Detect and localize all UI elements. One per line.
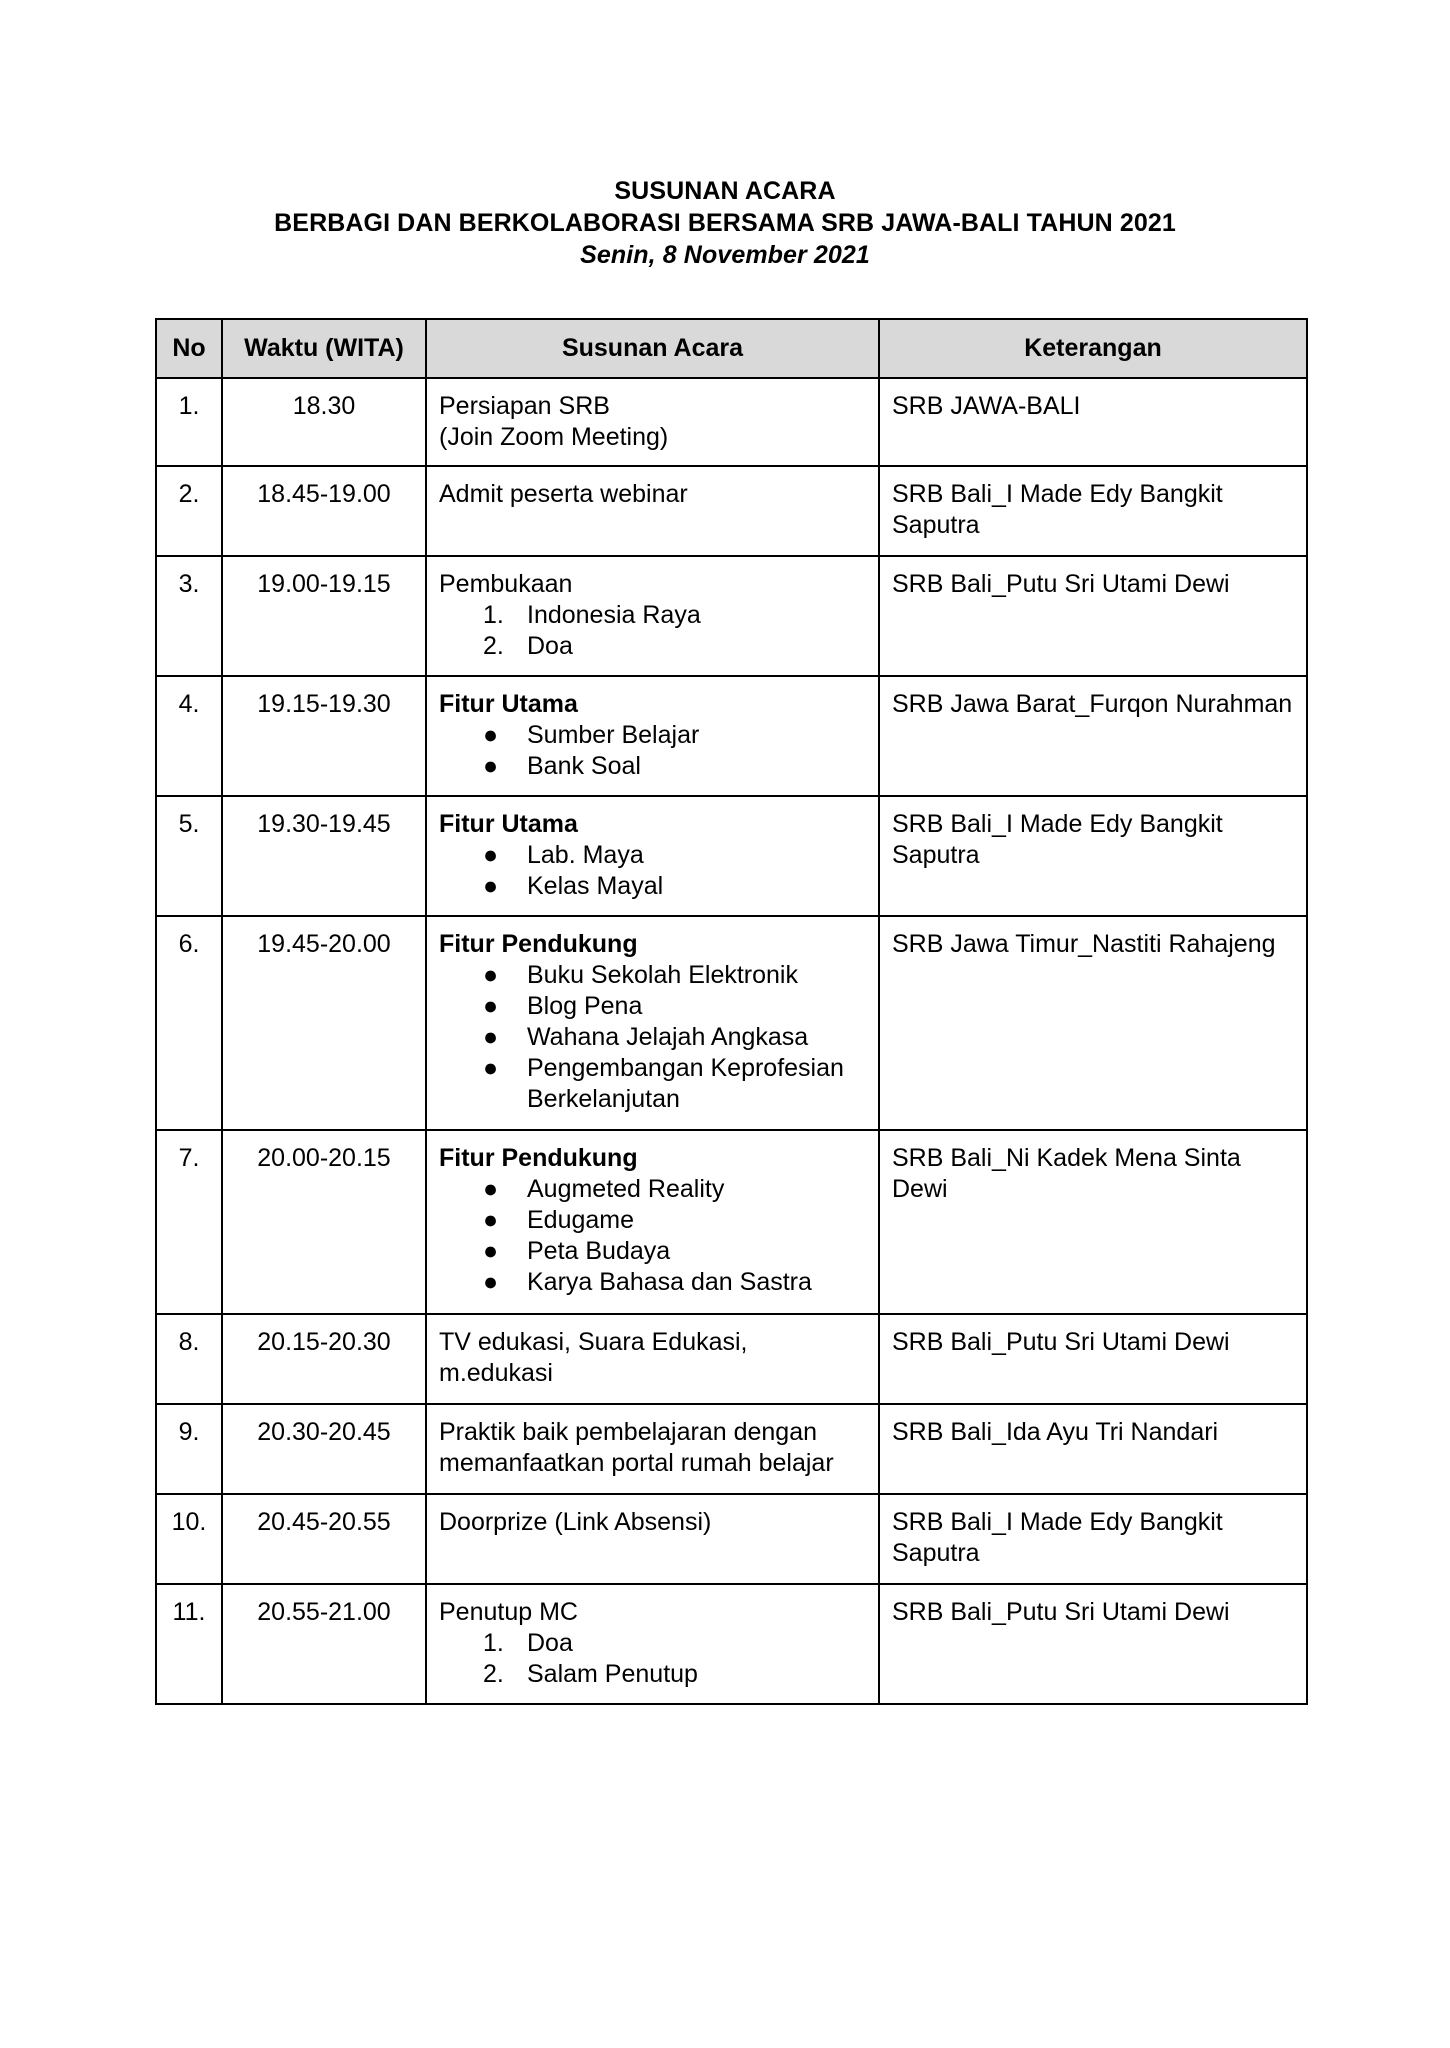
table-row (156, 1494, 1307, 1584)
list-item-text: Pengembangan Keprofesian Berkelanjutan (527, 1054, 844, 1113)
row-time: 20.30-20.45 (222, 1404, 426, 1494)
list-item-text: Lab. Maya (527, 841, 644, 869)
list-item (439, 1205, 866, 1236)
list-item-text: Wahana Jelajah Angkasa (527, 1023, 809, 1051)
row-note: SRB Jawa Timur_Nastiti Rahajeng (879, 916, 1307, 1130)
row-activity (426, 676, 879, 796)
activity-title: Fitur Utama (439, 810, 578, 838)
activity-title: Persiapan SRB (439, 392, 610, 420)
bullet-icon: ● (483, 1237, 499, 1265)
row-time: 19.30-19.45 (222, 796, 426, 916)
row-activity (426, 1404, 879, 1494)
row-time: 18.45-19.00 (222, 466, 426, 556)
row-note: SRB JAWA-BALI (879, 378, 1307, 466)
row-number: 5. (156, 796, 222, 916)
table-row (156, 796, 1307, 916)
document-title: SUSUNAN ACARA (614, 177, 836, 205)
bullet-icon: ● (483, 752, 499, 780)
list-item (439, 1628, 866, 1659)
row-time: 18.30 (222, 378, 426, 466)
list-number: 2. (483, 632, 504, 660)
row-activity (426, 1130, 879, 1314)
row-activity (426, 916, 879, 1130)
row-activity (426, 378, 879, 466)
list-item-text: Edugame (527, 1206, 635, 1234)
list-item-text: Bank Soal (527, 752, 641, 780)
row-time: 20.55-21.00 (222, 1584, 426, 1704)
activity-title: Fitur Utama (439, 690, 578, 718)
list-number: 2. (483, 1660, 504, 1688)
activity-title: Praktik baik pembelajaran dengan memanfaatkan portal rumah belajar (439, 1418, 834, 1477)
table-row (156, 466, 1307, 556)
document-header (0, 175, 1450, 271)
bullet-icon: ● (483, 1023, 499, 1051)
row-number: 7. (156, 1130, 222, 1314)
bullet-icon: ● (483, 1175, 499, 1203)
bullet-icon: ● (483, 992, 499, 1020)
activity-title: Penutup MC (439, 1598, 578, 1626)
row-note: SRB Bali_I Made Edy Bangkit Saputra (879, 466, 1307, 556)
row-number: 4. (156, 676, 222, 796)
list-item (439, 1267, 866, 1298)
row-number: 11. (156, 1584, 222, 1704)
row-note: SRB Bali_I Made Edy Bangkit Saputra (879, 796, 1307, 916)
row-number: 8. (156, 1314, 222, 1404)
row-note: SRB Bali_I Made Edy Bangkit Saputra (879, 1494, 1307, 1584)
table-row (156, 1584, 1307, 1704)
activity-title: Admit peserta webinar (439, 480, 688, 508)
column-header-activity: Susunan Acara (426, 319, 879, 378)
row-activity (426, 1584, 879, 1704)
document-date: Senin, 8 November 2021 (580, 241, 870, 269)
activity-title: TV edukasi, Suara Edukasi, m.edukasi (439, 1328, 748, 1387)
row-time: 20.15-20.30 (222, 1314, 426, 1404)
bullet-icon: ● (483, 721, 499, 749)
list-item-text: Peta Budaya (527, 1237, 671, 1265)
list-item (439, 960, 866, 991)
activity-subtitle: (Join Zoom Meeting) (439, 423, 669, 451)
table-row (156, 676, 1307, 796)
list-item (439, 1659, 866, 1690)
list-item (439, 600, 866, 631)
activity-list (439, 840, 866, 902)
bullet-icon: ● (483, 1054, 499, 1082)
list-item-text: Blog Pena (527, 992, 643, 1020)
table-row (156, 916, 1307, 1130)
row-note: SRB Bali_Putu Sri Utami Dewi (879, 1584, 1307, 1704)
row-number: 6. (156, 916, 222, 1130)
list-number: 1. (483, 601, 504, 629)
list-item (439, 1022, 866, 1053)
row-note: SRB Bali_Ida Ayu Tri Nandari (879, 1404, 1307, 1494)
activity-title: Fitur Pendukung (439, 1144, 638, 1172)
list-item-text: Doa (527, 1629, 573, 1657)
table-row (156, 1314, 1307, 1404)
list-item-text: Kelas Mayal (527, 872, 664, 900)
activity-list (439, 600, 866, 662)
column-header-note: Keterangan (879, 319, 1307, 378)
activity-list (439, 1174, 866, 1298)
list-item (439, 1053, 866, 1115)
list-item (439, 871, 866, 902)
column-header-no: No (156, 319, 222, 378)
activity-title: Fitur Pendukung (439, 930, 638, 958)
list-item-text: Salam Penutup (527, 1660, 698, 1688)
row-time: 19.00-19.15 (222, 556, 426, 676)
table-row (156, 1404, 1307, 1494)
row-number: 9. (156, 1404, 222, 1494)
row-time: 19.45-20.00 (222, 916, 426, 1130)
list-item (439, 991, 866, 1022)
column-header-time: Waktu (WITA) (222, 319, 426, 378)
activity-title: Pembukaan (439, 570, 573, 598)
activity-list (439, 1628, 866, 1690)
row-activity (426, 796, 879, 916)
list-item (439, 840, 866, 871)
list-item-text: Indonesia Raya (527, 601, 701, 629)
bullet-icon: ● (483, 1268, 499, 1296)
row-activity (426, 1314, 879, 1404)
row-time: 19.15-19.30 (222, 676, 426, 796)
list-number: 1. (483, 1629, 504, 1657)
list-item (439, 631, 866, 662)
row-number: 1. (156, 378, 222, 466)
row-number: 10. (156, 1494, 222, 1584)
row-note: SRB Bali_Putu Sri Utami Dewi (879, 556, 1307, 676)
list-item-text: Doa (527, 632, 573, 660)
table-header-row (156, 319, 1307, 378)
list-item (439, 751, 866, 782)
row-activity (426, 556, 879, 676)
row-time: 20.45-20.55 (222, 1494, 426, 1584)
row-note: SRB Bali_Putu Sri Utami Dewi (879, 1314, 1307, 1404)
row-time: 20.00-20.15 (222, 1130, 426, 1314)
table-row (156, 556, 1307, 676)
row-activity (426, 1494, 879, 1584)
row-note: SRB Jawa Barat_Furqon Nurahman (879, 676, 1307, 796)
activity-list (439, 960, 866, 1115)
list-item-text: Buku Sekolah Elektronik (527, 961, 798, 989)
row-note: SRB Bali_Ni Kadek Mena Sinta Dewi (879, 1130, 1307, 1314)
list-item-text: Augmeted Reality (527, 1175, 725, 1203)
row-number: 3. (156, 556, 222, 676)
row-activity (426, 466, 879, 556)
list-item (439, 1236, 866, 1267)
table-row (156, 1130, 1307, 1314)
activity-list (439, 720, 866, 782)
list-item (439, 1174, 866, 1205)
activity-title: Doorprize (Link Absensi) (439, 1508, 712, 1536)
bullet-icon: ● (483, 961, 499, 989)
bullet-icon: ● (483, 841, 499, 869)
table-row (156, 378, 1307, 466)
list-item-text: Karya Bahasa dan Sastra (527, 1268, 812, 1296)
bullet-icon: ● (483, 872, 499, 900)
list-item-text: Sumber Belajar (527, 721, 700, 749)
bullet-icon: ● (483, 1206, 499, 1234)
document-subtitle: BERBAGI DAN BERKOLABORASI BERSAMA SRB JAWA-BALI TAHUN 2021 (274, 209, 1176, 237)
list-item (439, 720, 866, 751)
schedule-table (155, 318, 1308, 1705)
row-number: 2. (156, 466, 222, 556)
